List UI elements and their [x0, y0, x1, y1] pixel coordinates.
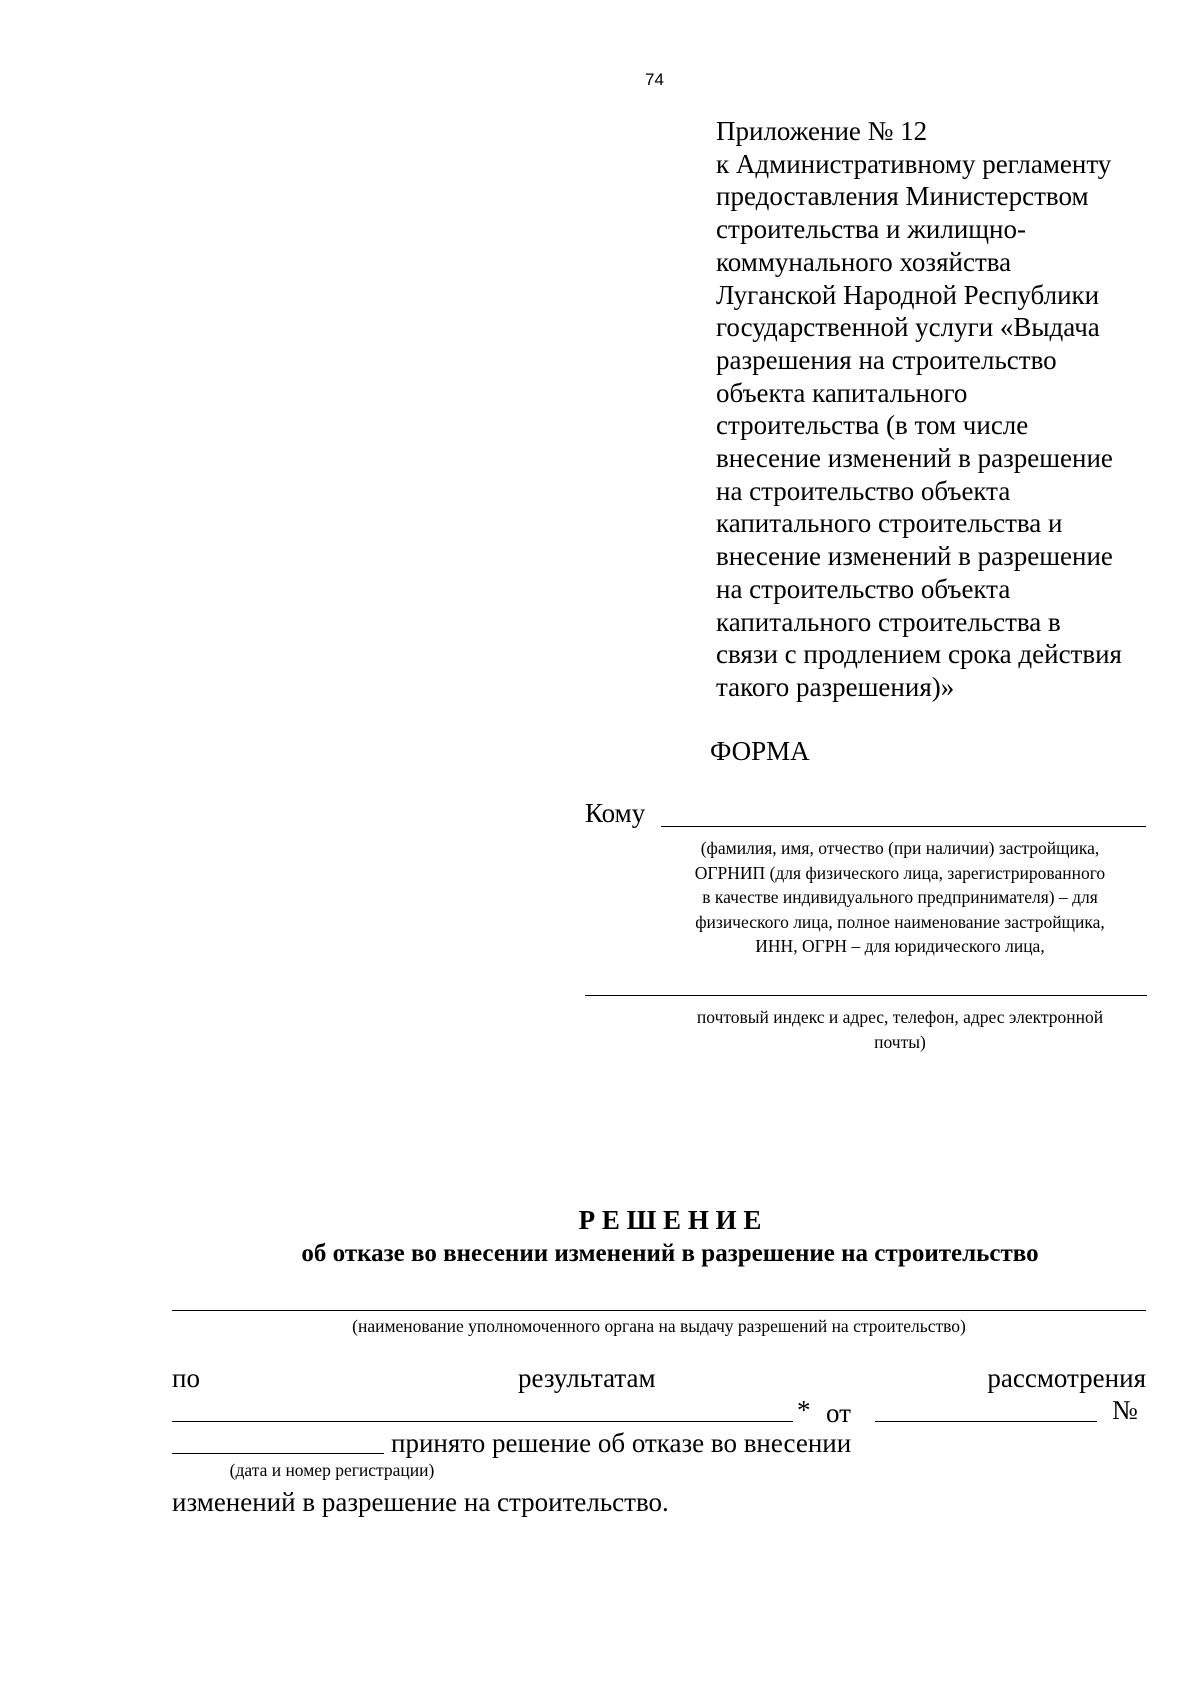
appendix-line: строительства (в том числе — [716, 410, 1029, 441]
address-fill-line[interactable] — [585, 995, 1147, 996]
appendix-line: на строительство объекта — [716, 475, 1011, 506]
appendix-line: такого разрешения)» — [716, 671, 955, 702]
body-word-po: по — [172, 1363, 200, 1393]
appendix-line: внесение изменений в разрешение — [716, 541, 1113, 572]
page-number: 74 — [645, 70, 664, 89]
appendix-line: на строительство объекта — [716, 573, 1011, 604]
authority-fill-line[interactable] — [172, 1310, 1146, 1311]
recipient-row — [585, 797, 1147, 829]
recipient-label: Кому — [585, 798, 646, 828]
address-caption-line: почты) — [874, 1031, 926, 1052]
appendix-line: коммунального хозяйства — [716, 246, 1012, 277]
registration-caption-line: (дата и номер регистрации) — [229, 1460, 435, 1480]
decision-text: принято решение об отказе во внесении — [391, 1428, 852, 1458]
body-word-from: от — [826, 1398, 851, 1428]
number-sign: № — [1112, 1395, 1138, 1425]
body-word-results: результатам — [518, 1363, 656, 1393]
address-caption — [640, 1005, 1160, 1054]
appendix-line: строительства и жилищно- — [716, 214, 1026, 245]
closing-text: изменений в разрешение на строительство. — [172, 1487, 669, 1517]
appendix-line: Приложение № 12 — [716, 116, 928, 146]
body-word-review: рассмотрения — [987, 1363, 1146, 1393]
recipient-caption-line: (фамилия, имя, отчество (при наличии) застройщика, — [700, 838, 1100, 858]
appendix-line: государственной услуги «Выдача — [716, 312, 1100, 343]
decision-title: Р Е Ш Е Н И Е — [578, 1205, 762, 1235]
recipient-caption — [640, 836, 1160, 959]
authority-caption-line: (наименование уполномоченного органа на выдачу разрешений на строительство) — [352, 1316, 966, 1336]
appendix-line: к Административному регламенту — [716, 148, 1112, 179]
appendix-line: капитального строительства в — [716, 606, 1061, 637]
appendix-header — [716, 115, 1186, 704]
decision-subtitle: об отказе во внесении изменений в разрешение на строительство — [301, 1240, 1039, 1267]
appendix-line: предоставления Министерством — [716, 181, 1089, 212]
recipient-caption-line: ИНН, ОГРН – для юридического лица, — [755, 936, 1045, 956]
recipient-caption-line: в качестве индивидуального предпринимателя) – для — [702, 887, 1098, 907]
appendix-line: разрешения на строительство — [716, 344, 1057, 375]
appendix-line: объекта капитального — [716, 377, 968, 408]
form-label: ФОРМА — [710, 736, 810, 766]
recipient-fill-line[interactable] — [661, 826, 1146, 827]
appendix-line: капитального строительства и — [716, 508, 1063, 539]
appendix-line: внесение изменений в разрешение — [716, 443, 1113, 474]
recipient-caption-line: ОГРНИП (для физического лица, зарегистрированного — [694, 862, 1106, 883]
application-fill-line[interactable] — [172, 1421, 793, 1422]
authority-caption — [172, 1314, 1146, 1339]
registration-caption — [172, 1458, 492, 1483]
asterisk-mark: * — [797, 1395, 811, 1425]
date-fill-line[interactable] — [875, 1421, 1097, 1422]
registration-fill-line[interactable] — [172, 1453, 384, 1454]
appendix-line: связи с продлением срока действия — [716, 639, 1122, 670]
appendix-line: Луганской Народной Республики — [716, 279, 1100, 310]
address-caption-line: почтовый индекс и адрес, телефон, адрес электронной — [696, 1007, 1104, 1027]
recipient-caption-line: физического лица, полное наименование застройщика, — [695, 911, 1105, 932]
